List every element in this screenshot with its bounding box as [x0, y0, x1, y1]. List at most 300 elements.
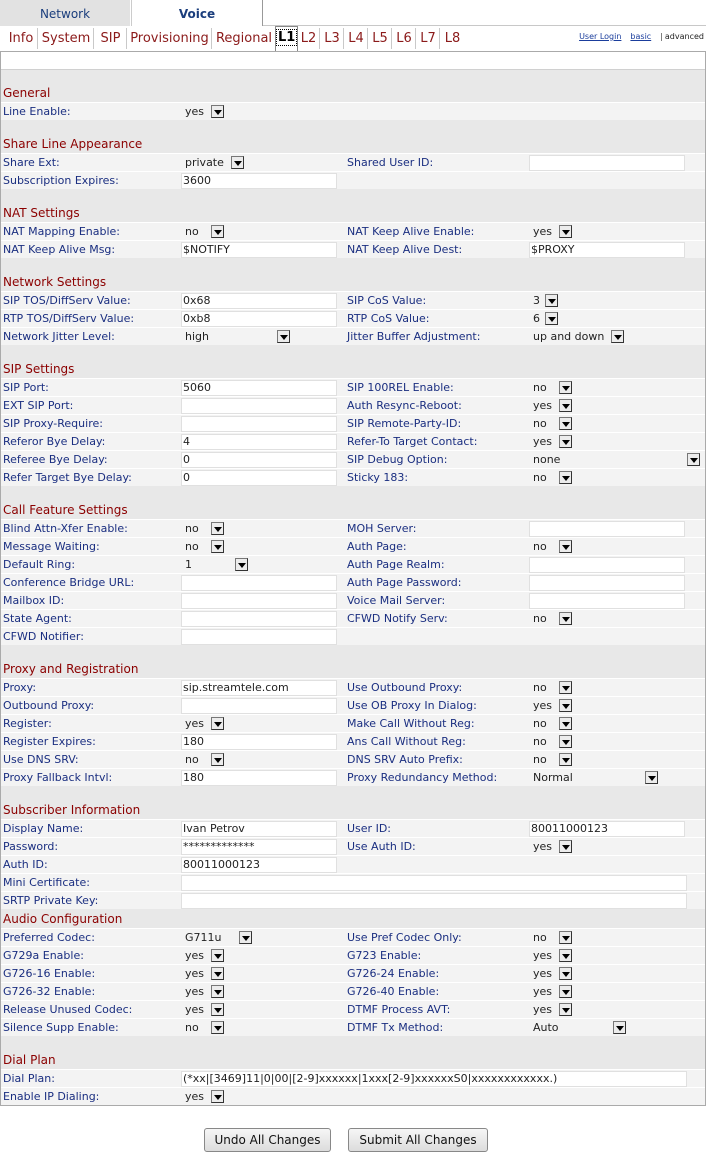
- subtab-info[interactable]: Info: [5, 28, 38, 49]
- rtp-cos-selected-value: 6: [533, 312, 540, 325]
- chevron-down-icon[interactable]: [559, 699, 572, 712]
- use-pref-codec-only-select[interactable]: [529, 930, 579, 946]
- chevron-down-icon[interactable]: [687, 453, 700, 466]
- chevron-down-icon[interactable]: [211, 105, 224, 118]
- cfwd-notifier-input[interactable]: [181, 629, 337, 645]
- top-tabs: [0, 0, 706, 26]
- sip-tos-input[interactable]: 0x68: [181, 293, 337, 309]
- form-row: [1, 1000, 705, 1018]
- chevron-down-icon[interactable]: [559, 417, 572, 430]
- shared-user-id-label: Shared User ID:: [347, 156, 434, 169]
- mailbox-id-input[interactable]: [181, 593, 337, 609]
- form-row: [1, 732, 705, 750]
- chevron-down-icon[interactable]: [239, 931, 252, 944]
- state-agent-label: State Agent:: [3, 612, 72, 625]
- sip-port-label: SIP Port:: [3, 381, 49, 394]
- chevron-down-icon[interactable]: [559, 612, 572, 625]
- auth-page-select[interactable]: [529, 539, 579, 555]
- network-jitter-label: Network Jitter Level:: [3, 330, 115, 343]
- undo-all-changes-button[interactable]: Undo All Changes: [204, 1128, 331, 1152]
- use-outbound-proxy-select[interactable]: [529, 680, 579, 696]
- form-row: [1, 891, 705, 909]
- form-row: [1, 432, 705, 450]
- nat-keep-alive-dest-label: NAT Keep Alive Dest:: [347, 243, 463, 256]
- make-call-without-reg-label: Make Call Without Reg:: [347, 717, 475, 730]
- referor-bye-input[interactable]: 4: [181, 434, 337, 450]
- auth-page-password-input[interactable]: [529, 575, 685, 591]
- release-unused-codec-selected-value: yes: [185, 1003, 205, 1016]
- voice-mail-server-input[interactable]: [529, 593, 685, 609]
- link-separator: |: [660, 32, 663, 41]
- form-row: [1, 171, 705, 189]
- form-row: [1, 102, 705, 120]
- g729a-enable-select[interactable]: [181, 948, 231, 964]
- chevron-down-icon[interactable]: [235, 558, 248, 571]
- silence-supp-label: Silence Supp Enable:: [3, 1021, 119, 1034]
- chevron-down-icon[interactable]: [613, 1021, 626, 1034]
- tab-voice[interactable]: Voice: [131, 0, 263, 26]
- form-row: [1, 627, 705, 645]
- chevron-down-icon[interactable]: [559, 985, 572, 998]
- chevron-down-icon[interactable]: [211, 1003, 224, 1016]
- refer-target-bye-input[interactable]: 0: [181, 470, 337, 486]
- sip-debug-label: SIP Debug Option:: [347, 453, 448, 466]
- proxy-label: Proxy:: [3, 681, 37, 694]
- default-ring-label: Default Ring:: [3, 558, 76, 571]
- use-dns-srv-selected-value: no: [185, 753, 199, 766]
- outbound-proxy-input[interactable]: [181, 698, 337, 714]
- make-call-without-reg-selected-value: no: [533, 717, 547, 730]
- sip-debug-select[interactable]: [529, 452, 706, 468]
- chevron-down-icon[interactable]: [645, 771, 658, 784]
- form-row: [1, 555, 705, 573]
- auth-id-input[interactable]: 80011000123: [181, 857, 337, 873]
- blind-attn-select[interactable]: [181, 521, 231, 537]
- dtmf-process-avt-select[interactable]: [529, 1002, 579, 1018]
- g726-40-enable-selected-value: yes: [533, 985, 553, 998]
- g726-16-enable-label: G726-16 Enable:: [3, 967, 96, 980]
- sip-remote-party-label: SIP Remote-Party-ID:: [347, 417, 462, 430]
- sip-100rel-select[interactable]: [529, 380, 579, 396]
- chevron-down-icon[interactable]: [559, 435, 572, 448]
- subtab-l1-label: L1: [278, 30, 296, 45]
- sip-tos-label: SIP TOS/DiffServ Value:: [3, 294, 131, 307]
- preferred-codec-selected-value: G711u: [185, 931, 222, 944]
- sip-proxy-require-input[interactable]: [181, 416, 337, 432]
- form-row: [1, 240, 705, 258]
- jitter-buffer-selected-value: up and down: [533, 330, 605, 343]
- auth-resync-select[interactable]: [529, 398, 579, 414]
- dns-srv-auto-prefix-label: DNS SRV Auto Prefix:: [347, 753, 463, 766]
- enable-ip-dialing-selected-value: yes: [185, 1090, 205, 1103]
- nat-keep-alive-msg-label: NAT Keep Alive Msg:: [3, 243, 116, 256]
- form-row: [1, 750, 705, 768]
- user-links: [579, 32, 704, 41]
- refer-to-target-select[interactable]: [529, 434, 579, 450]
- sip-remote-party-selected-value: no: [533, 417, 547, 430]
- chevron-down-icon[interactable]: [559, 540, 572, 553]
- subtab-regional[interactable]: Regional: [215, 31, 273, 46]
- auth-page-realm-input[interactable]: [529, 557, 685, 573]
- release-unused-codec-label: Release Unused Codec:: [3, 1003, 133, 1016]
- form-row: [1, 309, 705, 327]
- register-expires-input[interactable]: 180: [181, 734, 337, 750]
- ext-sip-port-input[interactable]: [181, 398, 337, 414]
- nat-keep-alive-msg-input[interactable]: $NOTIFY: [181, 242, 337, 258]
- section-nat: NAT Settings: [3, 206, 80, 220]
- chevron-down-icon[interactable]: [211, 1090, 224, 1103]
- use-pref-codec-only-label: Use Pref Codec Only:: [347, 931, 462, 944]
- form-row: [1, 819, 705, 837]
- jitter-buffer-select[interactable]: [529, 329, 631, 345]
- share-ext-selected-value: private: [185, 156, 224, 169]
- referee-bye-label: Referee Bye Delay:: [3, 453, 108, 466]
- jitter-buffer-label: Jitter Buffer Adjustment:: [347, 330, 481, 343]
- sip-100rel-label: SIP 100REL Enable:: [347, 381, 454, 394]
- chevron-down-icon[interactable]: [545, 312, 558, 325]
- cfwd-notify-serv-label: CFWD Notify Serv:: [347, 612, 448, 625]
- auth-page-label: Auth Page:: [347, 540, 407, 553]
- nat-keep-alive-enable-select[interactable]: [529, 224, 579, 240]
- section-general: General: [3, 86, 51, 100]
- form-row: [1, 928, 705, 946]
- subtab-l4[interactable]: L4: [345, 28, 368, 49]
- enable-ip-dialing-select[interactable]: [181, 1089, 231, 1105]
- chevron-down-icon[interactable]: [559, 225, 572, 238]
- section-subscriber: Subscriber Information: [3, 803, 141, 817]
- dns-srv-auto-prefix-select[interactable]: [529, 752, 579, 768]
- chevron-down-icon[interactable]: [211, 225, 224, 238]
- form-row: [1, 327, 705, 345]
- network-jitter-select[interactable]: [181, 329, 297, 345]
- chevron-down-icon[interactable]: [559, 931, 572, 944]
- nat-mapping-enable-select[interactable]: [181, 224, 231, 240]
- sip-100rel-selected-value: no: [533, 381, 547, 394]
- chevron-down-icon[interactable]: [211, 985, 224, 998]
- chevron-down-icon[interactable]: [559, 399, 572, 412]
- outbound-proxy-label: Outbound Proxy:: [3, 699, 95, 712]
- chevron-down-icon[interactable]: [277, 330, 290, 343]
- form-row: [1, 591, 705, 609]
- form-row: [1, 982, 705, 1000]
- enable-ip-dialing-label: Enable IP Dialing:: [3, 1090, 100, 1103]
- g726-32-enable-label: G726-32 Enable:: [3, 985, 96, 998]
- chevron-down-icon[interactable]: [211, 967, 224, 980]
- share-ext-label: Share Ext:: [3, 156, 60, 169]
- sip-cos-select[interactable]: [529, 293, 565, 309]
- nat-keep-alive-enable-selected-value: yes: [533, 225, 553, 238]
- state-agent-input[interactable]: [181, 611, 337, 627]
- chevron-down-icon[interactable]: [559, 381, 572, 394]
- conference-bridge-input[interactable]: [181, 575, 337, 591]
- submit-all-changes-button[interactable]: Submit All Changes: [348, 1128, 488, 1152]
- auth-page-selected-value: no: [533, 540, 547, 553]
- use-ob-proxy-dialog-label: Use OB Proxy In Dialog:: [347, 699, 477, 712]
- form-row: [1, 678, 705, 696]
- chevron-down-icon[interactable]: [231, 156, 244, 169]
- dial-plan-label: Dial Plan:: [3, 1072, 55, 1085]
- srtp-private-key-input[interactable]: [181, 893, 687, 909]
- g723-enable-label: G723 Enable:: [347, 949, 422, 962]
- cfwd-notifier-label: CFWD Notifier:: [3, 630, 84, 643]
- password-label: Password:: [3, 840, 59, 853]
- sip-cos-selected-value: 3: [533, 294, 540, 307]
- rtp-cos-select[interactable]: [529, 311, 565, 327]
- sip-debug-selected-value: none: [533, 453, 561, 466]
- user-id-label: User ID:: [347, 822, 391, 835]
- use-outbound-proxy-selected-value: no: [533, 681, 547, 694]
- chevron-down-icon[interactable]: [559, 471, 572, 484]
- g726-32-enable-select[interactable]: [181, 984, 231, 1000]
- subtab-l7[interactable]: L7: [417, 28, 440, 49]
- subtab-l5[interactable]: L5: [369, 28, 392, 49]
- subtab-sip[interactable]: SIP: [95, 28, 127, 49]
- auth-resync-label: Auth Resync-Reboot:: [347, 399, 462, 412]
- g726-24-enable-selected-value: yes: [533, 967, 553, 980]
- auth-page-password-label: Auth Page Password:: [347, 576, 462, 589]
- form-row: [1, 153, 705, 171]
- make-call-without-reg-select[interactable]: [529, 716, 579, 732]
- srtp-private-key-label: SRTP Private Key:: [3, 894, 99, 907]
- subscription-expires-input[interactable]: 3600: [181, 173, 337, 189]
- g726-16-enable-selected-value: yes: [185, 967, 205, 980]
- use-auth-id-selected-value: yes: [533, 840, 553, 853]
- tab-network[interactable]: Network: [0, 0, 130, 26]
- chevron-down-icon[interactable]: [559, 717, 572, 730]
- nat-mapping-enable-selected-value: no: [185, 225, 199, 238]
- voice-mail-server-label: Voice Mail Server:: [347, 594, 446, 607]
- use-dns-srv-label: Use DNS SRV:: [3, 753, 79, 766]
- sip-remote-party-select[interactable]: [529, 416, 579, 432]
- conference-bridge-label: Conference Bridge URL:: [3, 576, 135, 589]
- form-row: [1, 609, 705, 627]
- user-login-link[interactable]: User Login: [579, 32, 622, 41]
- g729a-enable-label: G729a Enable:: [3, 949, 84, 962]
- sip-proxy-require-label: SIP Proxy-Require:: [3, 417, 103, 430]
- mini-certificate-label: Mini Certificate:: [3, 876, 90, 889]
- mini-certificate-input[interactable]: [181, 875, 687, 891]
- subtab-system[interactable]: System: [39, 28, 94, 49]
- form-row: [1, 696, 705, 714]
- referee-bye-input[interactable]: 0: [181, 452, 337, 468]
- g726-24-enable-select[interactable]: [529, 966, 579, 982]
- nat-keep-alive-enable-label: NAT Keep Alive Enable:: [347, 225, 475, 238]
- form-row: [1, 468, 705, 486]
- refer-target-bye-label: Refer Target Bye Delay:: [3, 471, 132, 484]
- use-auth-id-label: Use Auth ID:: [347, 840, 416, 853]
- ans-call-without-reg-selected-value: no: [533, 735, 547, 748]
- display-name-input[interactable]: Ivan Petrov: [181, 821, 337, 837]
- auth-resync-selected-value: yes: [533, 399, 553, 412]
- line-enable-label: Line Enable:: [3, 105, 71, 118]
- form-row: [1, 222, 705, 240]
- mailbox-id-label: Mailbox ID:: [3, 594, 65, 607]
- subtab-l8[interactable]: L8: [444, 31, 461, 46]
- register-label: Register:: [3, 717, 52, 730]
- rtp-tos-input[interactable]: 0xb8: [181, 311, 337, 327]
- display-name-label: Display Name:: [3, 822, 84, 835]
- use-dns-srv-select[interactable]: [181, 752, 231, 768]
- basic-link[interactable]: basic: [630, 32, 652, 41]
- user-id-input[interactable]: 80011000123: [529, 821, 685, 837]
- form-row: [1, 964, 705, 982]
- subtab-l6[interactable]: L6: [393, 28, 416, 49]
- content-frame: [0, 51, 706, 1106]
- share-ext-select[interactable]: [181, 155, 251, 171]
- form-row: [1, 396, 705, 414]
- network-jitter-selected-value: high: [185, 330, 209, 343]
- use-ob-proxy-dialog-select[interactable]: [529, 698, 579, 714]
- chevron-down-icon[interactable]: [559, 681, 572, 694]
- sip-port-input[interactable]: 5060: [181, 380, 337, 396]
- dtmf-tx-method-selected-value: Auto: [533, 1021, 559, 1034]
- chevron-down-icon[interactable]: [211, 717, 224, 730]
- blind-attn-label: Blind Attn-Xfer Enable:: [3, 522, 128, 535]
- silence-supp-select[interactable]: [181, 1020, 231, 1036]
- default-ring-selected-value: 1: [185, 558, 192, 571]
- g726-40-enable-label: G726-40 Enable:: [347, 985, 440, 998]
- message-waiting-selected-value: no: [185, 540, 199, 553]
- subtab-l3[interactable]: L3: [321, 28, 344, 49]
- form-row: [1, 1069, 705, 1087]
- form-row: [1, 855, 705, 873]
- subscription-expires-label: Subscription Expires:: [3, 174, 119, 187]
- chevron-down-icon[interactable]: [545, 294, 558, 307]
- form-row: [1, 946, 705, 964]
- form-row: [1, 291, 705, 309]
- release-unused-codec-select[interactable]: [181, 1002, 231, 1018]
- proxy-redundancy-label: Proxy Redundancy Method:: [347, 771, 498, 784]
- register-select[interactable]: [181, 716, 231, 732]
- dial-plan-input[interactable]: (*xx|[3469]11|0|00|[2-9]xxxxxx|1xxx[2-9]xxxxxxS0|xxxxxxxxxxxx.): [181, 1071, 687, 1087]
- auth-id-label: Auth ID:: [3, 858, 48, 871]
- line-enable-select[interactable]: [181, 104, 231, 120]
- register-expires-label: Register Expires:: [3, 735, 96, 748]
- dns-srv-auto-prefix-selected-value: no: [533, 753, 547, 766]
- subtab-l1[interactable]: [275, 26, 298, 52]
- section-network: Network Settings: [3, 275, 107, 289]
- line-enable-selected-value: yes: [185, 105, 205, 118]
- chevron-down-icon[interactable]: [559, 753, 572, 766]
- moh-server-input[interactable]: [529, 521, 685, 537]
- chevron-down-icon[interactable]: [559, 1003, 572, 1016]
- message-waiting-label: Message Waiting:: [3, 540, 100, 553]
- refer-to-target-label: Refer-To Target Contact:: [347, 435, 478, 448]
- top-strip: [1, 52, 705, 70]
- form-row: [1, 873, 705, 891]
- chevron-down-icon[interactable]: [559, 967, 572, 980]
- section-call-feature: Call Feature Settings: [3, 503, 128, 517]
- form-row: [1, 1018, 705, 1036]
- moh-server-label: MOH Server:: [347, 522, 417, 535]
- chevron-down-icon[interactable]: [559, 735, 572, 748]
- blind-attn-selected-value: no: [185, 522, 199, 535]
- chevron-down-icon[interactable]: [559, 840, 572, 853]
- preferred-codec-select[interactable]: [181, 930, 259, 946]
- proxy-fallback-label: Proxy Fallback Intvl:: [3, 771, 113, 784]
- g726-32-enable-selected-value: yes: [185, 985, 205, 998]
- chevron-down-icon[interactable]: [211, 1021, 224, 1034]
- cfwd-notify-serv-select[interactable]: [529, 611, 579, 627]
- ext-sip-port-label: EXT SIP Port:: [3, 399, 74, 412]
- auth-page-realm-label: Auth Page Realm:: [347, 558, 445, 571]
- use-pref-codec-only-selected-value: no: [533, 931, 547, 944]
- form-row: [1, 450, 705, 468]
- shared-user-id-input[interactable]: [529, 155, 685, 171]
- form-row: [1, 573, 705, 591]
- form-row: [1, 714, 705, 732]
- dtmf-tx-method-label: DTMF Tx Method:: [347, 1021, 444, 1034]
- use-outbound-proxy-label: Use Outbound Proxy:: [347, 681, 463, 694]
- proxy-redundancy-selected-value: Normal: [533, 771, 573, 784]
- sticky-183-select[interactable]: [529, 470, 579, 486]
- proxy-fallback-input[interactable]: 180: [181, 770, 337, 786]
- g729a-enable-selected-value: yes: [185, 949, 205, 962]
- refer-to-target-selected-value: yes: [533, 435, 553, 448]
- nat-mapping-enable-label: NAT Mapping Enable:: [3, 225, 120, 238]
- form-row: [1, 768, 705, 786]
- form-row: [1, 537, 705, 555]
- referor-bye-label: Referor Bye Delay:: [3, 435, 106, 448]
- section-dial-plan: Dial Plan: [3, 1053, 56, 1067]
- form-row: [1, 1087, 705, 1105]
- sticky-183-selected-value: no: [533, 471, 547, 484]
- proxy-input[interactable]: sip.streamtele.com: [181, 680, 337, 696]
- section-share-line: Share Line Appearance: [3, 137, 143, 151]
- use-ob-proxy-dialog-selected-value: yes: [533, 699, 553, 712]
- default-ring-select[interactable]: [181, 557, 255, 573]
- chevron-down-icon[interactable]: [211, 522, 224, 535]
- message-waiting-select[interactable]: [181, 539, 231, 555]
- form-row: [1, 378, 705, 396]
- proxy-redundancy-select[interactable]: [529, 770, 665, 786]
- preferred-codec-label: Preferred Codec:: [3, 931, 95, 944]
- rtp-tos-label: RTP TOS/DiffServ Value:: [3, 312, 135, 325]
- silence-supp-selected-value: no: [185, 1021, 199, 1034]
- password-input[interactable]: *************: [181, 839, 337, 855]
- cfwd-notify-serv-selected-value: no: [533, 612, 547, 625]
- sip-cos-label: SIP CoS Value:: [347, 294, 427, 307]
- chevron-down-icon[interactable]: [211, 540, 224, 553]
- use-auth-id-select[interactable]: [529, 839, 579, 855]
- chevron-down-icon[interactable]: [211, 753, 224, 766]
- chevron-down-icon[interactable]: [211, 949, 224, 962]
- rtp-cos-label: RTP CoS Value:: [347, 312, 430, 325]
- advanced-link[interactable]: advanced: [664, 32, 704, 41]
- sticky-183-label: Sticky 183:: [347, 471, 409, 484]
- nat-keep-alive-dest-input[interactable]: $PROXY: [529, 242, 685, 258]
- form-row: [1, 414, 705, 432]
- dtmf-tx-method-select[interactable]: [529, 1020, 633, 1036]
- chevron-down-icon[interactable]: [611, 330, 624, 343]
- g726-16-enable-select[interactable]: [181, 966, 231, 982]
- subtab-provisioning[interactable]: Provisioning: [128, 28, 212, 49]
- register-selected-value: yes: [185, 717, 205, 730]
- section-audio: Audio Configuration: [3, 912, 123, 926]
- ans-call-without-reg-label: Ans Call Without Reg:: [347, 735, 466, 748]
- section-proxy: Proxy and Registration: [3, 662, 139, 676]
- section-sip: SIP Settings: [3, 362, 75, 376]
- g723-enable-selected-value: yes: [533, 949, 553, 962]
- g726-40-enable-select[interactable]: [529, 984, 579, 1000]
- g726-24-enable-label: G726-24 Enable:: [347, 967, 440, 980]
- subtab-l2[interactable]: L2: [298, 28, 320, 49]
- form-row: [1, 519, 705, 537]
- ans-call-without-reg-select[interactable]: [529, 734, 579, 750]
- chevron-down-icon[interactable]: [559, 949, 572, 962]
- dtmf-process-avt-selected-value: yes: [533, 1003, 553, 1016]
- g723-enable-select[interactable]: [529, 948, 579, 964]
